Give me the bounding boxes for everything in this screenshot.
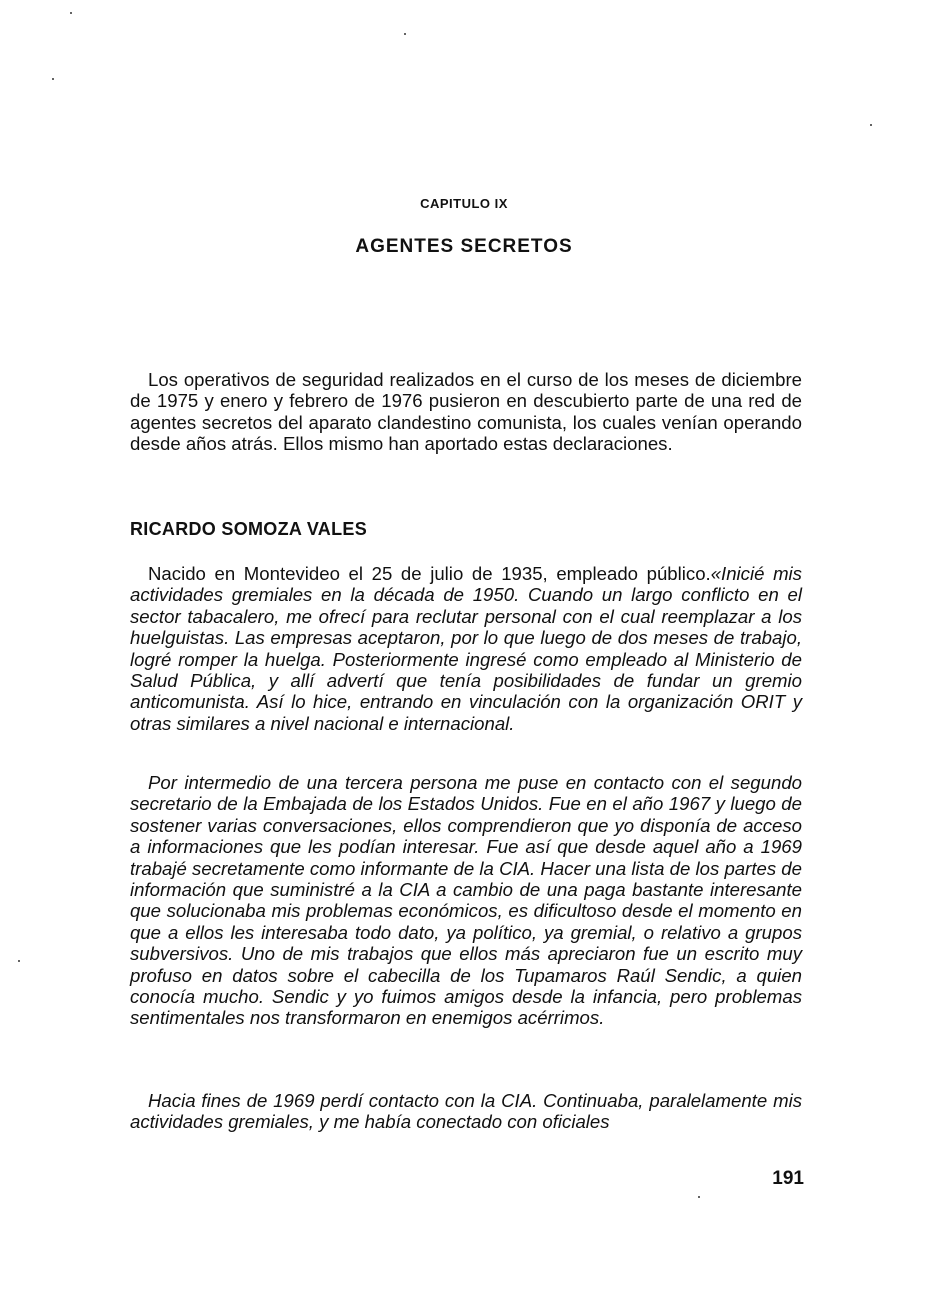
- scan-speck: [18, 960, 20, 962]
- paragraph-3: [130, 1090, 802, 1133]
- paragraph-2-text: Por intermedio de una tercera persona me puse en contacto con el segundo secretario de la Embajada de los Estados Unidos. Fue en el año 1967 y luego de sostener varias conversaciones, ellos comprendieron que yo disponía de acceso a informaciones que les podían interesar. Fue así que desde aquel año a 1969 trabajé secretamente como informante de la CIA. Hacer una lista de los partes de información que suministré a la CIA a cambio de una paga bastante interesante que solucionaba mis problemas económicos, es dificultoso desde el momento en que a ellos les interesaba todo dato, ya político, ya gremial, o relativo a grupos subversivos. Uno de mis trabajos que ellos más apreciaron fue un escrito muy profuso en datos sobre el cabecilla de los Tupamaros Raúl Sendic, a quien conocía mucho. Sendic y yo fuimos amigos desde la infancia, pero problemas sentimentales nos transformaron en enemigos acérrimos.: [130, 772, 802, 1029]
- intro-text: Los operativos de seguridad realizados en el curso de los meses de diciembre de 1975 y enero y febrero de 1976 pusieron en descubierto parte de una red de agentes secretos del aparato clandestino comunista, los cuales venían operando desde años atrás. Ellos mismo han aportado estas declaraciones.: [130, 369, 802, 455]
- section-heading: RICARDO SOMOZA VALES: [130, 519, 368, 539]
- chapter-title: AGENTES SECRETOS: [355, 236, 573, 257]
- scan-speck: [404, 33, 406, 35]
- intro-paragraph: [130, 369, 802, 455]
- paragraph-1: [130, 563, 802, 734]
- paragraph-3-text: Hacia fines de 1969 perdí contacto con la CIA. Continuaba, paralelamente mis actividades gremiales, y me había conectado con oficiales: [130, 1090, 802, 1133]
- chapter-label: CAPITULO IX: [420, 196, 508, 211]
- paragraph-1-plain: Nacido en Montevideo el 25 de julio de 1935, empleado público.: [148, 563, 711, 584]
- scan-speck: [70, 12, 72, 14]
- scan-speck: [52, 78, 54, 80]
- page-number: 191: [772, 1168, 804, 1189]
- scan-speck: [870, 124, 872, 126]
- paragraph-1-italic: «Inicié mis actividades gremiales en la década de 1950. Cuando un largo conflicto en el sector tabacalero, me ofrecí para reclutar personal con el cual reemplazar a los huelguistas. Las empresas aceptaron, por lo que luego de dos meses de trabajo, logré romper la huelga. Posteriormente ingresé como empleado al Ministerio de Salud Pública, y allí advertí que tenía posibilidades de fundar un gremio anticomunista. Así lo hice, entrando en vinculación con la organización ORIT y otras similares a nivel nacional e internacional.: [130, 563, 802, 734]
- paragraph-2: [130, 772, 802, 1029]
- scan-speck: [698, 1196, 700, 1198]
